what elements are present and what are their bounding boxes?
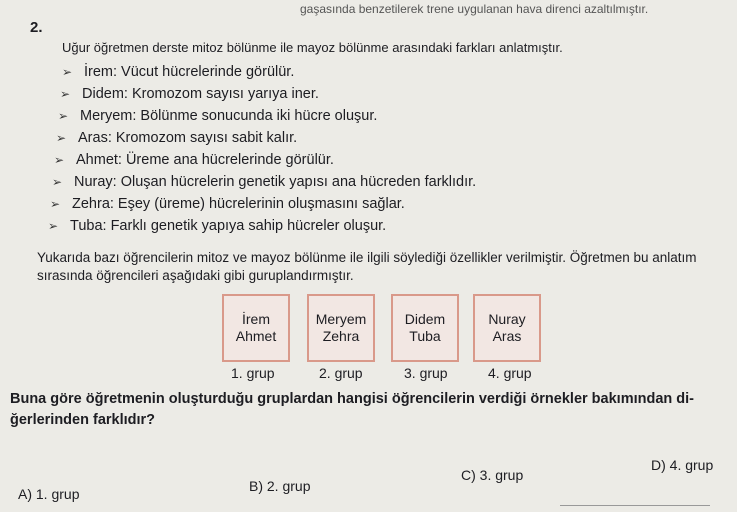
arrow-bullet-icon: ➢: [56, 131, 67, 145]
option-c[interactable]: C) 3. grup: [461, 467, 524, 483]
group-member: Ahmet: [235, 328, 277, 344]
group-member: Tuba: [409, 328, 441, 344]
previous-question-fragment: gaşasında benzetilerek trene uygulanan hava direnci azaltılmıştır.: [300, 2, 649, 16]
arrow-bullet-icon: ➢: [50, 197, 61, 211]
arrow-bullet-icon: ➢: [48, 219, 59, 233]
statement-item: ➢ Aras: Kromozom sayısı sabit kalır.: [56, 130, 298, 146]
group-label-3: 3. grup: [404, 365, 448, 381]
group-member: Aras: [492, 328, 522, 344]
group-box-4: [473, 294, 541, 362]
group-label-2: 2. grup: [319, 365, 363, 381]
statement-item: ➢ Zehra: Eşey (üreme) hücrelerinin oluşmasını sağlar.: [50, 196, 405, 212]
arrow-bullet-icon: ➢: [54, 153, 65, 167]
option-b[interactable]: B) 2. grup: [249, 478, 311, 494]
statement-item: ➢ Tuba: Farklı genetik yapıya sahip hücreler oluşur.: [48, 218, 387, 234]
group-box-1: [222, 294, 290, 362]
group-member: Zehra: [322, 328, 360, 344]
option-d[interactable]: D) 4. grup: [651, 457, 714, 473]
group-member: Didem: [404, 311, 446, 327]
statement-item: ➢ Meryem: Bölünme sonucunda iki hücre oluşur.: [58, 108, 378, 124]
question-prompt: Buna göre öğretmenin oluşturduğu gruplardan hangisi öğrencilerin verdiği örnekler bakımından di- ğerlerinden farklıdır?: [10, 391, 694, 428]
arrow-bullet-icon: ➢: [58, 109, 69, 123]
arrow-bullet-icon: ➢: [62, 65, 73, 79]
arrow-bullet-icon: ➢: [60, 87, 71, 101]
statement-item: ➢ Ahmet: Üreme ana hücrelerinde görülür.: [54, 152, 334, 168]
group-box-3: [391, 294, 459, 362]
statement-item: ➢ İrem: Vücut hücrelerinde görülür.: [62, 64, 295, 80]
group-member: Nuray: [488, 311, 526, 327]
question-number: 2.: [30, 19, 43, 36]
statement-item: ➢ Nuray: Oluşan hücrelerin genetik yapısı ana hücreden farklıdır.: [52, 174, 477, 190]
divider-line: [560, 505, 710, 506]
group-box-2: [307, 294, 375, 362]
statement-item: ➢ Didem: Kromozom sayısı yarıya iner.: [60, 86, 319, 102]
group-member: İrem: [242, 311, 270, 327]
group-member: Meryem: [315, 311, 367, 327]
question-stem: Uğur öğretmen derste mitoz bölünme ile mayoz bölünme arasındaki farkları anlatmıştır.: [62, 40, 563, 55]
arrow-bullet-icon: ➢: [52, 175, 63, 189]
intro-paragraph: Yukarıda bazı öğrencilerin mitoz ve mayoz bölünme ile ilgili söylediği özellikler verilmiştir. Öğretmen bu anlatım sırasında öğrencileri aşağıdaki gibi guruplandırmıştır.: [37, 250, 697, 283]
group-label-4: 4. grup: [488, 365, 532, 381]
group-label-1: 1. grup: [231, 365, 275, 381]
option-a[interactable]: A) 1. grup: [18, 486, 80, 502]
